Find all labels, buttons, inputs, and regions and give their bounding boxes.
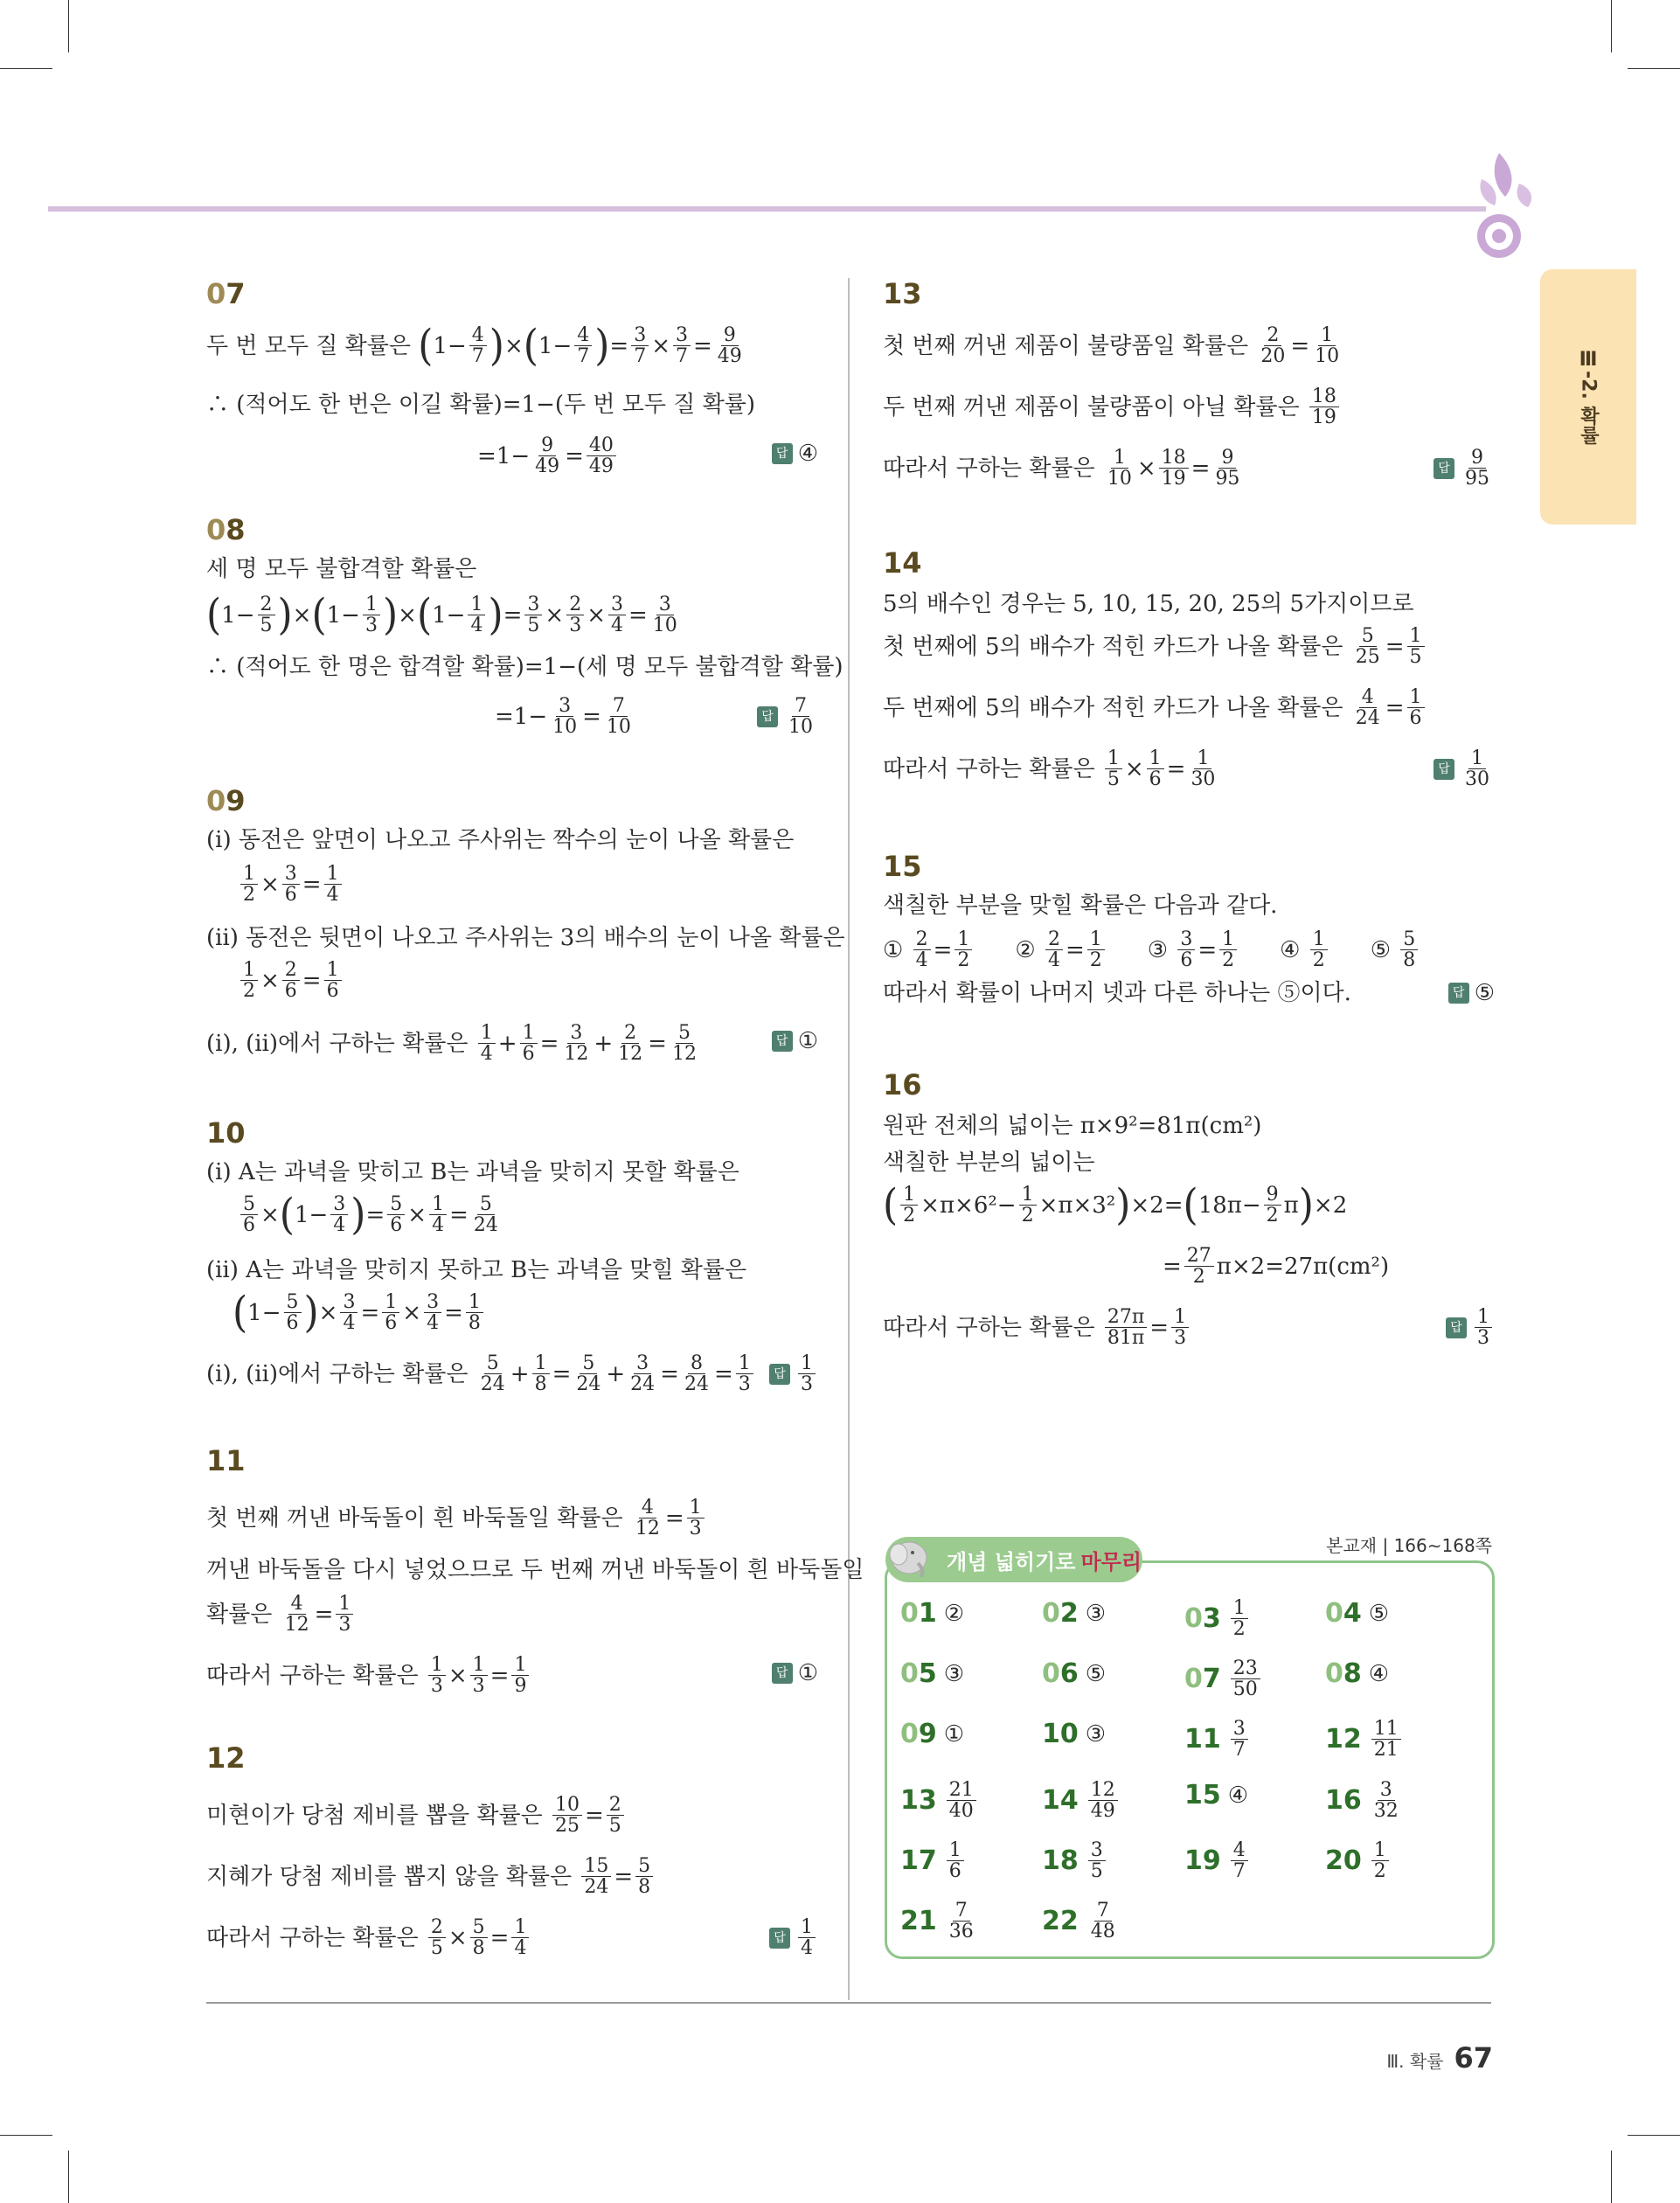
problem-line: (ⅱ) A는 과녁을 맞히지 못하고 B는 과녁을 맞힐 확률은 [206,1257,747,1283]
crop-mark [68,0,69,52]
problem-14 [883,546,1495,803]
answer: 답 $\frac{7}{10}$ [757,696,818,737]
elephant-icon [883,1532,932,1581]
problem-line: 첫 번째 꺼낸 바둑돌이 흰 바둑돌일 확률은 $\frac{4}{12}$ = $\frac{1}{3}$ [206,1498,707,1539]
answer: 답 ④ [772,442,818,465]
problem-line: 따라서 확률이 나머지 넷과 다른 하나는 ⑤이다. [883,980,1351,1006]
problem-line: ( $\frac{1}{2}$ ×π×6²− $\frac{1}{2}$ ×π×3² ) ×2= ( 18π− $\frac{9}{2}$ π ) ×2 [883,1179,1348,1230]
problem-number: 10 [206,1116,246,1150]
problem-line: (ⅰ) 동전은 앞면이 나오고 주사위는 짝수의 눈이 나올 확률은 [206,827,795,853]
summary-item-number: 03 [1184,1603,1221,1635]
summary-item-answer: ③ [1085,1720,1107,1748]
page-number: 67 [1454,2041,1493,2074]
problem-07 [206,277,818,481]
crop-mark [68,2151,69,2203]
summary-item-number: 19 [1184,1845,1221,1877]
header-rule [48,206,1486,212]
summary-item-number: 08 [1325,1658,1362,1689]
summary-item-answer: ③ [943,1660,965,1687]
summary-item-number: 11 [1184,1724,1221,1755]
summary-answer-item [1184,1658,1263,1699]
problem-line: = $\frac{27}{2}$ π×2=27π(cm²) [1163,1245,1390,1289]
problem-11 [206,1444,864,1709]
problem-line: 꺼낸 바둑돌을 다시 넣었으므로 두 번째 꺼낸 바둑돌이 흰 바둑돌일 [206,1557,864,1583]
summary-answer-item [900,1658,964,1689]
problem-line: $\frac{1}{2}$ × $\frac{3}{6}$ = $\frac{1}{4}$ [238,864,344,905]
summary-item-number: 21 [900,1906,937,1937]
summary-item-answer: ③ [1085,1600,1107,1627]
problem-line: =1− $\frac{9}{49}$ = $\frac{40}{49}$ [477,435,619,476]
summary-answer-item [1042,1780,1121,1821]
column-divider [848,278,850,2000]
problem-line: 미현이가 당첨 제비를 뽑을 확률은 $\frac{10}{25}$ = $\frac{2}{5}$ [206,1795,627,1836]
summary-answer-item [1184,1719,1251,1760]
problem-line: 지혜가 당첨 제비를 뽑지 않을 확률은 $\frac{15}{24}$ = $\frac{5}{8}$ [206,1856,656,1897]
summary-answer-item [1184,1598,1251,1639]
problem-12 [206,1741,818,2006]
summary-item-number: 13 [900,1785,937,1817]
problem-line: ( 1− $\frac{5}{6}$ ) × $\frac{3}{4}$ = $\frac{1}{6}$ × $\frac{3}{4}$ = $\frac{1}{8}$ [233,1292,486,1333]
problem-line: (ⅰ), (ⅱ)에서 구하는 확률은 $\frac{5}{24}$ + $\frac{1}{8}$ = $\frac{5}{24}$ + $\frac{3}{24}$ = $\frac{8}{24}$ = $\frac{1}{3}$ [206,1353,756,1394]
summary-answer-item [1042,1658,1106,1689]
summary-item-answer: $\frac{1}{2}$ [1231,1598,1248,1639]
flower-ornament-icon [1451,144,1547,267]
answer: 답 $\frac{1}{3}$ [1446,1307,1495,1348]
problem-line: 색칠한 부분의 넓이는 [883,1150,1095,1176]
summary-item-answer: $\frac{21}{40}$ [947,1780,976,1821]
problem-line: ( 1− $\frac{2}{5}$ ) × ( 1− $\frac{1}{3}$ ) × ( 1− $\frac{1}{4}$ ) = $\frac{3}{5}$ × $\frac{2}{3}$ × $\frac{3}{4}$ = $\frac{3}{10}$ [206,589,677,640]
problem-number: 15 [883,850,922,883]
problem-line: 두 번째에 5의 배수가 적힌 카드가 나올 확률은 $\frac{4}{24}$ = $\frac{1}{6}$ [883,687,1427,728]
answer: 답 $\frac{1}{4}$ [769,1917,818,1958]
summary-answer-item [1325,1780,1404,1821]
problem-line: 두 번째 꺼낸 제품이 불량품이 아닐 확률은 $\frac{18}{19}$ [883,386,1342,427]
summary-answer-item [1042,1719,1106,1749]
summary-banner: 개념 넓히기로 마무리 [885,1537,1142,1582]
problem-line: 따라서 구하는 확률은 $\frac{1}{3}$ × $\frac{1}{3}$ = $\frac{1}{9}$ [206,1655,531,1696]
summary-item-number: 20 [1325,1845,1362,1877]
summary-item-number: 12 [1325,1724,1362,1755]
problem-line: (ⅱ) 동전은 뒷면이 나오고 주사위는 3의 배수의 눈이 나올 확률은 [206,925,845,951]
problem-line: 5의 배수인 경우는 5, 10, 15, 20, 25의 5가지이므로 [883,591,1414,617]
problem-line: ① $\frac{2}{4}$ = $\frac{1}{2}$ ② $\frac{2}{4}$ = $\frac{1}{2}$ ③ $\frac{3}{6}$ = $\frac{1}{2}$ ④ $\frac{1}{2}$ ⑤ $\frac{5}{8}$ [883,929,1420,970]
summary-answer-item [1325,1598,1389,1629]
problem-line: =1− $\frac{3}{10}$ = $\frac{7}{10}$ [495,695,631,739]
footer-chapter: Ⅲ. 확률 [1386,2051,1444,2072]
summary-item-number: 04 [1325,1598,1362,1629]
problem-15 [883,852,1495,1027]
answer: 답 $\frac{1}{30}$ [1434,748,1495,789]
answer: 답 ⑤ [1448,982,1495,1004]
summary-item-answer: $\frac{1}{6}$ [947,1840,964,1881]
summary-item-number: 10 [1042,1719,1079,1749]
summary-reference: 본교재 | 166∼168쪽 [1326,1535,1492,1556]
summary-item-answer: $\frac{3}{5}$ [1088,1840,1106,1881]
problem-line: 세 명 모두 불합격할 확률은 [206,556,477,582]
crop-mark [1611,0,1612,52]
problem-line: ∴ (적어도 한 번은 이길 확률)=1−(두 번 모두 질 확률) [206,392,756,418]
summary-answer-item [900,1719,964,1749]
crop-mark [0,2135,52,2136]
problem-line: ∴ (적어도 한 명은 합격할 확률)=1−(세 명 모두 불합격할 확률) [206,654,843,680]
summary-item-answer: ① [943,1720,965,1748]
problem-line: 따라서 구하는 확률은 $\frac{27\pi}{81\pi}$ = $\frac{1}{3}$ [883,1307,1191,1348]
problem-line: 확률은 $\frac{4}{12}$ = $\frac{1}{3}$ [206,1594,356,1635]
summary-item-answer: $\frac{1}{2}$ [1371,1840,1389,1881]
problem-line: 원판 전체의 넓이는 π×9²=81π(cm²) [883,1113,1262,1139]
summary-item-number: 18 [1042,1845,1079,1877]
problem-16 [883,1068,1495,1351]
summary-answer-item [1042,1901,1121,1942]
problem-number: 08 [206,513,246,546]
problem-line: 두 번 모두 질 확률은 ( 1− $\frac{4}{7}$ ) × ( 1− $\frac{4}{7}$ ) = $\frac{3}{7}$ × $\frac{3}{7}$ = $\frac{9}{49}$ [206,320,742,371]
summary-item-number: 16 [1325,1785,1362,1817]
summary-answer-item [900,1901,979,1942]
summary-answer-item [1325,1658,1389,1689]
summary-item-number: 17 [900,1845,937,1877]
summary-item-answer: $\frac{7}{36}$ [948,1900,974,1943]
problem-line: 첫 번째에 5의 배수가 적힌 카드가 나올 확률은 $\frac{5}{25}$ = $\frac{1}{5}$ [883,626,1427,667]
summary-item-answer: $\frac{12}{49}$ [1088,1780,1118,1821]
summary-item-answer: ④ [1368,1660,1390,1687]
summary-answer-item [1184,1780,1248,1810]
crop-mark [0,68,52,69]
answer: 답 $\frac{9}{95}$ [1434,448,1495,489]
summary-item-answer: ⑤ [1368,1600,1390,1627]
summary-answer-item [1042,1840,1108,1881]
problem-number: 12 [206,1741,246,1775]
problem-number: 11 [206,1444,246,1477]
footer-rule [206,2002,1491,2004]
summary-item-answer: $\frac{3}{32}$ [1373,1779,1399,1823]
problem-line: 따라서 구하는 확률은 $\frac{1}{5}$ × $\frac{1}{6}$ = $\frac{1}{30}$ [883,747,1216,791]
summary-item-number: 09 [900,1719,937,1749]
problem-line: 따라서 구하는 확률은 $\frac{1}{10}$ × $\frac{18}{19}$ = $\frac{9}{95}$ [883,447,1240,490]
summary-item-number: 02 [1042,1598,1079,1629]
chapter-side-tab [1540,269,1636,525]
summary-item-answer: $\frac{3}{7}$ [1231,1719,1248,1760]
crop-mark [1611,2151,1612,2203]
problem-line: (ⅰ) A는 과녁을 맞히고 B는 과녁을 맞히지 못할 확률은 [206,1159,739,1185]
problem-10 [206,1116,818,1399]
answer: 답 $\frac{1}{3}$ [769,1353,818,1394]
summary-item-answer: ② [943,1600,965,1627]
problem-number: 16 [883,1068,922,1102]
problem-13 [883,277,1495,507]
problem-09 [206,784,845,1066]
summary-item-number: 05 [900,1658,937,1689]
side-tab-label: Ⅲ-2. 확률 [1577,349,1600,445]
summary-answer-item [1325,1719,1404,1760]
summary-item-answer: $\frac{4}{7}$ [1231,1840,1248,1881]
problem-number: 07 [206,277,246,310]
answer: 답 ① [772,1030,818,1053]
problem-line: $\frac{1}{2}$ × $\frac{2}{6}$ = $\frac{1}{6}$ [238,960,344,1001]
answer: 답 ① [772,1662,818,1685]
problem-line: 색칠한 부분을 맞힐 확률은 다음과 같다. [883,893,1278,919]
summary-item-answer: $\frac{23}{50}$ [1231,1658,1260,1699]
crop-mark [1628,68,1680,69]
crop-mark [1628,2135,1680,2136]
problem-line: 첫 번째 꺼낸 제품이 불량품일 확률은 $\frac{2}{20}$ = $\frac{1}{10}$ [883,324,1340,368]
summary-item-number: 07 [1184,1664,1221,1695]
problem-line: 따라서 구하는 확률은 $\frac{2}{5}$ × $\frac{5}{8}$ = $\frac{1}{4}$ [206,1917,531,1958]
summary-item-number: 22 [1042,1906,1079,1937]
summary-item-number: 14 [1042,1785,1079,1817]
summary-answer-item [900,1598,964,1629]
problem-line: $\frac{5}{6}$ × ( 1− $\frac{3}{4}$ ) = $\frac{5}{6}$ × $\frac{1}{4}$ = $\frac{5}{24}$ [238,1194,503,1235]
page-footer [1386,2041,1493,2074]
summary-item-number: 15 [1184,1780,1221,1810]
summary-item-answer: ④ [1227,1782,1249,1809]
summary-answer-item [1325,1840,1392,1881]
summary-answer-item [900,1840,967,1881]
summary-answer-item [1042,1598,1106,1629]
summary-item-answer: ⑤ [1085,1660,1107,1687]
summary-answer-item [1184,1840,1251,1881]
problem-line: (ⅰ), (ⅱ)에서 구하는 확률은 $\frac{1}{4}$ + $\frac{1}{6}$ = $\frac{3}{12}$ + $\frac{2}{12}$ = $\frac{5}{12}$ [206,1022,697,1066]
summary-item-number: 01 [900,1598,937,1629]
summary-item-answer: $\frac{11}{21}$ [1371,1719,1401,1760]
problem-08 [206,513,843,743]
problem-number: 14 [883,546,922,580]
summary-item-answer: $\frac{7}{48}$ [1090,1900,1115,1943]
summary-answer-item [900,1780,979,1821]
problem-number: 09 [206,784,246,817]
summary-item-number: 06 [1042,1658,1079,1689]
problem-number: 13 [883,277,922,310]
